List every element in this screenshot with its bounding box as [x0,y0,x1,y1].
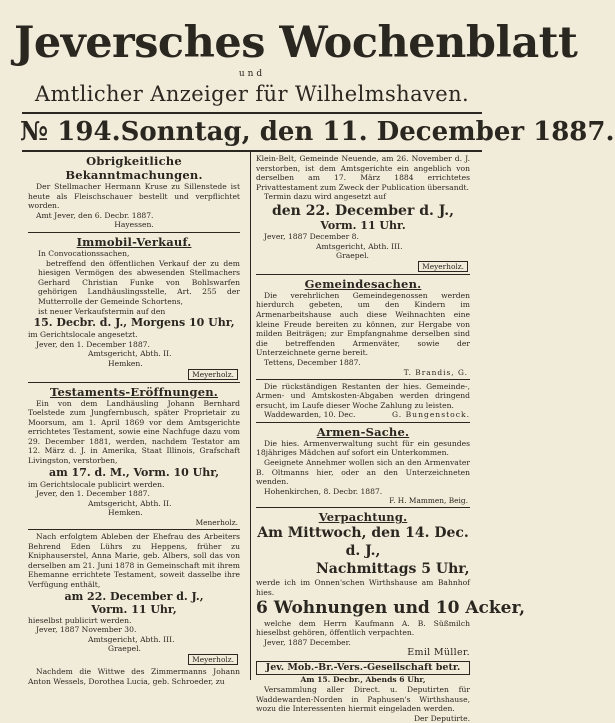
notice-text: Der Stellmacher Hermann Kruse zu Sillenstede ist heute als Fleischschauer bestellt und verpflichtet worden. [28,182,240,211]
notice-text: Ein von dem Landhäusling Johann Bernhard Toelstede zum Jungfernbusch, später Proprietair zu Moorsum, am 1. April 1869 vor dem Amtsgerichte errichtetes Testament, sowie eine Nachfuge dazu vom 29. December 1881, werden, nachdem Testator am 12. März d. J. in Amerika, Staat Illinois, Grafschaft Livingston, verstorben, [28,398,240,466]
notice-date-emphasis: 15. Decbr. d. J., Morgens 10 Uhr, [33,316,235,330]
issue-line [20,114,615,150]
right-column [256,154,526,723]
notice-place-date: Jever, 1887 November 30. [36,625,137,635]
divider [256,422,470,423]
notice-judge: Hemken. [108,508,143,518]
notice-place-date: Tettens, December 1887. [264,357,361,367]
left-column [28,154,240,686]
notice-text: Die hies. Armenverwaltung sucht für ein gesundes 18jähriges Mädchen auf sofort ein Unterkommen. [256,438,470,458]
notice-text: Klein-Belt, Gemeinde Neuende, am 26. November d. J. verstorben, ist dem Amtsgerichte ein angeblich von derselben am 17. März 1884 errichtetes Privattestament zum Zweck der Publication übersandt. [256,154,470,192]
notice-text: hieselbst publicirt werden. [28,615,132,625]
notice-signature: T. Brandis, G. [403,367,468,377]
divider [256,274,470,275]
notice-court: Amtsgericht, Abth. III. [88,634,175,644]
notice-text: Die verehrlichen Gemeindegenossen werden hierdurch gebeten, um den Kindern im Armenarbeitshause auch diese Weihnachten eine kleine Freude bereiten zu können, zur Hergabe von milden Beiträgen; zur Empfangnahme derselben sind die betreffenden Armenväter, sowie der Unterzeichnete gerne bereit. [256,290,470,358]
notice-footer [256,410,470,420]
issue-number: № 194. [20,117,121,147]
notice-text: welche dem Herrn Kaufmann A. B. Süßmilch hieselbst gehören, öffentlich verpachten. [256,618,470,638]
section-heading-armen: Armen-Sache. [316,424,410,439]
notice-judge: Hemken. [108,358,143,368]
section-heading-mobiliar: Jev. Mob.-Br.-Vers.-Gesellschaft betr. [256,661,470,675]
notice-place-date: Hohenkirchen, 8. Decbr. 1887. [264,486,383,496]
notice-text: Nachdem die Wittwe des Zimmermanns Johann Anton Wessels, Dorothea Lucia, geb. Schroeder, zu [28,666,240,686]
notice-text: Termin dazu wird angesetzt auf [264,192,386,202]
notice-date-emphasis: am 22. December d. J., [64,589,204,603]
issue-rule-bottom [22,150,482,152]
divider [28,232,240,233]
notice-judge: Graepel. [336,251,369,261]
section-heading-immobil: Immobil-Verkauf. [76,234,192,249]
notice-place-date: Jever, 1887 December. [264,637,351,647]
masthead-title: Jeversches Wochenblatt [14,18,578,68]
notice-date: Amt Jever, den 6. Decbr. 1887. [36,210,154,220]
notice-date-emphasis: Am Mittwoch, den 14. Dec. d. J., [257,525,469,560]
notice-time-emphasis: Vorm. 11 Uhr. [320,218,406,232]
notice-text: ist neuer Verkaufstermin auf den [38,306,166,316]
notice-text: Geeignete Annehmer wollen sich an den Armenvater B. Oltmanns hier, oder an den Unterzeichneten wenden. [256,458,470,487]
notice-place-date: Waddewarden, 10. Dec. [264,410,356,420]
section-heading-gemeinde: Gemeindesachen. [304,276,422,291]
divider [256,379,470,380]
notice-time-emphasis: Nachmittags 5 Uhr, [316,561,470,578]
column-divider [250,152,251,680]
notice-court: Amtsgericht, Abth. II. [88,498,172,508]
notice-clerk: Menerholz. [195,518,238,528]
notice-text: Versammlung aller Direct. u. Deputirten für Waddewarden-Norden in Paphusen's Wirthshause, wozu die Interessenten hiermit eingeladen werden. [256,685,470,714]
issue-date: Sonntag, den 11. December 1887. [120,117,615,147]
notice-date-emphasis: Am 15. Decbr., Abends 6 Uhr, [300,675,426,685]
notice-text: werde ich im Onnen'schen Wirthshause am Bahnhof hies. [256,578,470,598]
notice-court: Amtsgericht, Abth. II. [88,349,172,359]
signature-box: Meyerholz. [188,369,238,380]
signature-box: Meyerholz. [188,654,238,665]
notice-court: Amtsgericht, Abth. III. [316,241,403,251]
notice-text: im Gerichtslocale angesetzt. [28,330,138,340]
masthead-und: und [238,69,266,79]
notice-date-emphasis: am 17. d. M., Vorm. 10 Uhr, [48,465,220,479]
divider [28,529,240,530]
masthead-subtitle: Amtlicher Anzeiger für Wilhelmshaven. [34,82,470,106]
notice-signature: G. Bungenstock. [391,410,470,420]
section-heading-testament: Testaments-Eröffnungen. [50,384,218,399]
notice-text: Nach erfolgtem Ableben der Ehefrau des Arbeiters Behrend Eden Lührs zu Heppens, früher zu Kniphauserstel, Anna Marie, geb. Albers, soll das von derselben am 21. Juni 1878 in Gemeinschaft mit ihrem Ehemanne errichtete Testament, soweit dasselbe ihre Verfügung enthält, [28,532,240,589]
notice-text: im Gerichtslocale publicirt werden. [28,479,165,489]
notice-signature: Der Deputirte. [413,713,470,723]
signature-box: Meyerholz. [418,261,468,272]
divider [256,507,470,508]
divider [28,382,240,383]
notice-signature: Hayessen. [114,220,154,230]
notice-time-emphasis: Vorm. 11 Uhr, [91,602,177,616]
section-heading-obrigkeitliche: Obrigkeitliche Bekanntmachungen. [65,154,203,182]
notice-signature: Emil Müller. [407,647,470,659]
notice-headline-emphasis: 6 Wohnungen und 10 Acker, [256,597,526,618]
notice-place-date: Jever, den 1. December 1887. [36,489,150,499]
notice-place-date: Jever, den 1. December 1887. [36,339,150,349]
notice-text: betreffend den öffentlichen Verkauf der zu dem hiesigen Vermögen des abwesenden Stellmachers Gerhard Christian Funke von Bohlswarfen gehörigen Landhäuslingsstelle, Art. 255 der Mutterrolle der Gemeinde Schortens, [38,258,240,306]
notice-signature: F. H. Mammen, Beig. [389,496,468,506]
notice-text: Die rückständigen Restanten der hies. Gemeinde-, Armen- und Amtskosten-Abgaben werden dringend ersucht, im Laufe dieser Woche Zahlung zu leisten. [256,381,470,410]
notice-place-date: Jever, 1887 December 8. [264,231,359,241]
notice-judge: Graepel. [108,644,141,654]
notice-text: In Convocationssachen, [38,248,130,258]
notice-date-emphasis: den 22. December d. J., [271,202,455,219]
section-heading-verpachtung: Verpachtung. [318,510,408,525]
